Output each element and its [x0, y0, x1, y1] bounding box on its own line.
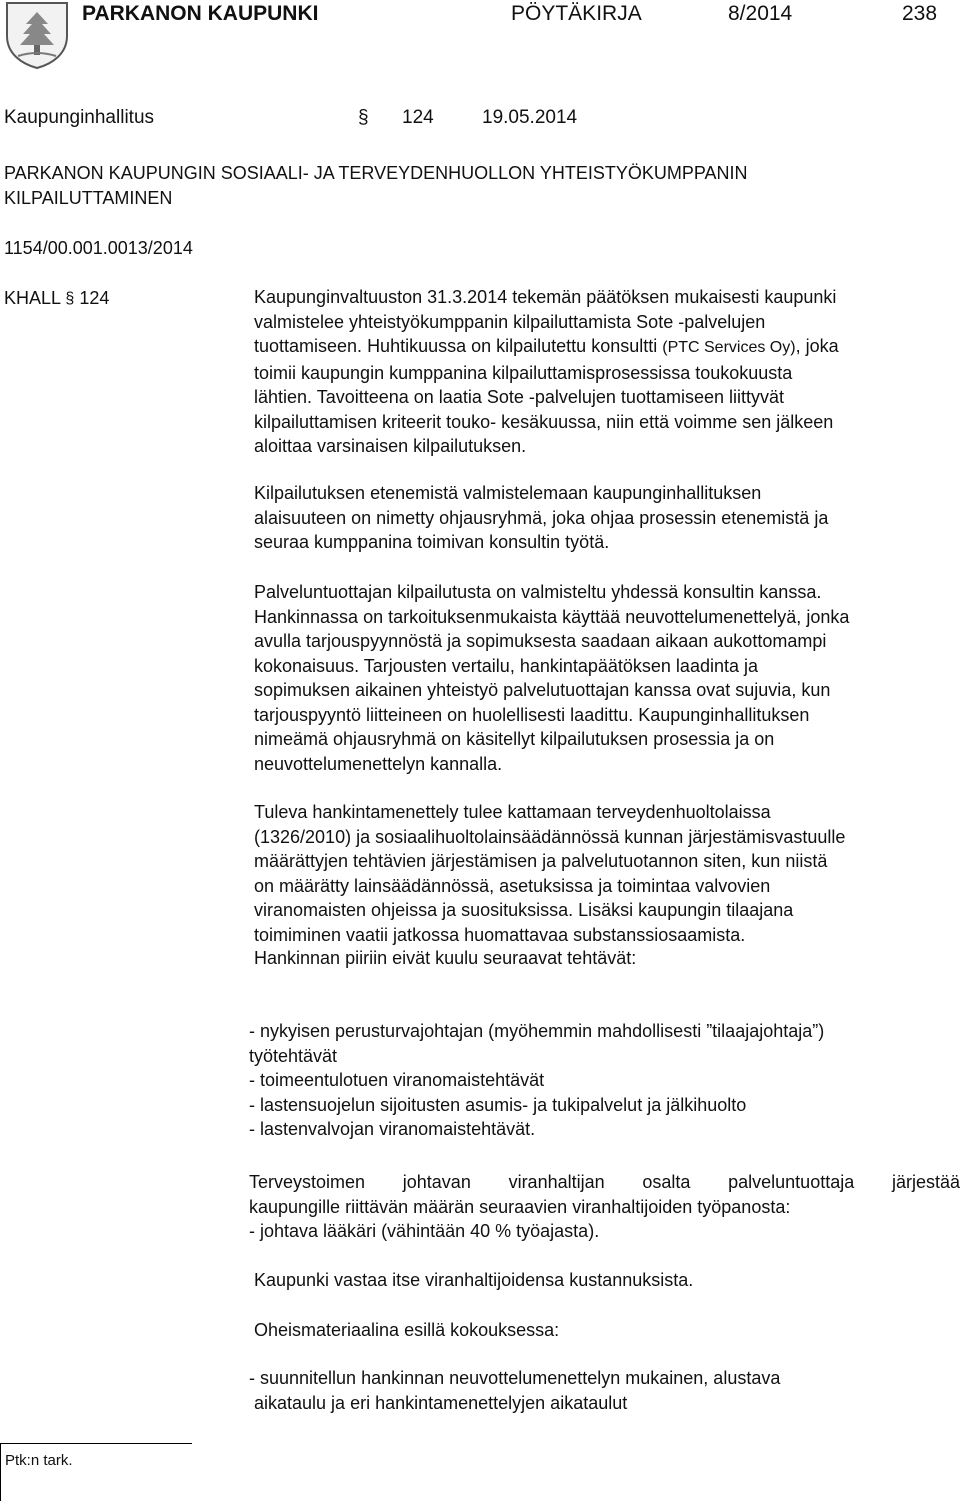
text-line: Palveluntuottajan kilpailutusta on valmisteltu yhdessä konsultin kanssa.	[254, 582, 822, 602]
attachments-list	[249, 1366, 960, 1415]
text-line: kaupungille riittävän määrän seuraavien viranhaltijoiden työpanosta:	[249, 1196, 791, 1217]
agenda-title-line-2: KILPAILUTTAMINEN	[4, 188, 173, 208]
text-line: lähtien. Tavoitteena on laatia Sote -palvelujen tuottamiseen liittyvät	[254, 387, 784, 407]
text-line: seuraa kumppanina toimivan konsultin työtä.	[254, 532, 610, 552]
paragraph-4	[254, 800, 960, 947]
document-number: 8/2014	[728, 2, 793, 25]
paragraph-5	[254, 946, 960, 971]
text-line: sopimuksen aikainen yhteistyö palvelutuottajan kanssa ovat sujuvia, kun	[254, 680, 831, 700]
text-line: Tuleva hankintamenettely tulee kattamaan terveydenhuoltolaissa	[254, 802, 771, 822]
consultant-name: (PTC Services Oy)	[662, 339, 796, 356]
text-span: tuottamiseen. Huhtikuussa on kilpailutettu konsultti	[254, 336, 663, 356]
agenda-title-line-1: PARKANON KAUPUNGIN SOSIAALI- JA TERVEYDENHUOLLON YHTEISTYÖKUMPPANIN	[4, 163, 748, 183]
paragraph-8	[254, 1318, 960, 1343]
khall-section-sign: §	[65, 290, 75, 307]
footer-box-edge	[0, 1443, 1, 1501]
text-line: aloittaa varsinaisen kilpailutuksen.	[254, 436, 527, 456]
list-item: - johtava lääkäri (vähintään 40 % työajasta).	[249, 1221, 600, 1241]
meeting-date: 19.05.2014	[482, 107, 578, 128]
khall-number: 124	[79, 288, 110, 308]
paragraph-7	[254, 1268, 960, 1293]
text-line: kilpailuttamisen kriteerit touko- kesäkuussa, niin että voimme sen jälkeen	[254, 411, 834, 432]
text-line: on määrätty lainsäädännössä, asetuksissa ja toimintaa valvovien	[254, 875, 771, 896]
text-line: kokonaisuus. Tarjousten vertailu, hankintapäätöksen laadinta ja	[254, 655, 758, 676]
text-line: Kaupunginvaltuuston 31.3.2014 tekemän päätöksen mukaisesti kaupunki	[254, 287, 837, 307]
text-line: toimiminen vaatii jatkossa huomattavaa substanssiosaamista.	[254, 924, 746, 945]
document-type: PÖYTÄKIRJA	[511, 2, 642, 25]
text-line: nimeämä ohjausryhmä on käsitellyt kilpailutuksen prosessia ja on	[254, 729, 775, 749]
list-item-continuation: työtehtävät	[249, 1045, 338, 1066]
text-line: neuvottelumenettelyn kannalla.	[254, 753, 503, 774]
list-item: - lastenvalvojan viranomaistehtävät.	[249, 1119, 536, 1139]
parkano-coat-of-arms-icon	[4, 0, 70, 70]
text-line: toimii kaupungin kumppanina kilpailuttamisprosessissa toukokuusta	[254, 362, 793, 383]
page-number: 238	[902, 2, 938, 25]
text-line: (1326/2010) ja sosiaalihuoltolainsäädännössä kunnan järjestämisvastuulle	[254, 826, 846, 847]
diary-number: 1154/00.001.0013/2014	[4, 238, 193, 258]
khall-label	[4, 286, 109, 311]
list-item-continuation: aikataulu ja eri hankintamenettelyjen aikataulut	[254, 1392, 628, 1413]
text-line: tarjouspyyntö liitteineen on huolellisesti laadittu. Kaupunginhallituksen	[254, 704, 810, 725]
text-line: Hankinnassa on tarkoituksenmukaista käyttää neuvottelumenettelyä, jonka	[254, 606, 850, 627]
text-line	[254, 334, 960, 361]
footer-divider	[0, 1443, 192, 1444]
khall-label-text: KHALL	[4, 288, 61, 308]
text-line: Kilpailutuksen etenemistä valmistelemaan kaupunginhallituksen	[254, 483, 762, 503]
text-line: Kaupunki vastaa itse viranhaltijoidensa kustannuksista.	[254, 1270, 694, 1290]
paragraph-1	[254, 285, 960, 459]
text-line: Hankinnan piiriin eivät kuulu seuraavat tehtävät:	[254, 948, 637, 968]
list-item: - nykyisen perusturvajohtajan (myöhemmin mahdollisesti ”tilaajajohtaja”)	[249, 1021, 825, 1041]
text-line: valmistelee yhteistyökumppanin kilpailuttamista Sote -palvelujen	[254, 311, 766, 332]
meeting-body: Kaupunginhallitus	[4, 107, 155, 128]
excluded-tasks-list	[249, 1019, 960, 1142]
paragraph-6	[249, 1170, 960, 1244]
text-line: Terveystoimen johtavan viranhaltijan osalta palveluntuottaja järjestää	[249, 1172, 960, 1192]
list-item: - suunnitellun hankinnan neuvottelumenettelyn mukainen, alustava	[249, 1368, 781, 1388]
paragraph-3	[254, 580, 960, 776]
section-sign: §	[358, 107, 369, 128]
text-line: alaisuuteen on nimetty ohjausryhmä, joka ohjaa prosessin etenemistä ja	[254, 507, 829, 528]
text-line: määrättyjen tehtävien järjestämisen ja palvelutuotannon siten, kun niistä	[254, 851, 828, 871]
text-line: avulla tarjouspyynnöstä ja sopimuksesta saadaan aikaan aukottomampi	[254, 631, 827, 651]
text-line: Oheismateriaalina esillä kokouksessa:	[254, 1320, 560, 1340]
list-item: - toimeentulotuen viranomaistehtävät	[249, 1070, 545, 1090]
footer-check-label: Ptk:n tark.	[5, 1452, 73, 1469]
text-line: viranomaisten ohjeissa ja suosituksissa. Lisäksi kaupungin tilaajana	[254, 900, 794, 920]
paragraph-2	[254, 481, 960, 555]
text-span: , joka	[795, 336, 839, 356]
section-number: 124	[402, 107, 434, 128]
organization-name: PARKANON KAUPUNKI	[82, 2, 319, 25]
list-item: - lastensuojelun sijoitusten asumis- ja tukipalvelut ja jälkihuolto	[249, 1094, 747, 1115]
